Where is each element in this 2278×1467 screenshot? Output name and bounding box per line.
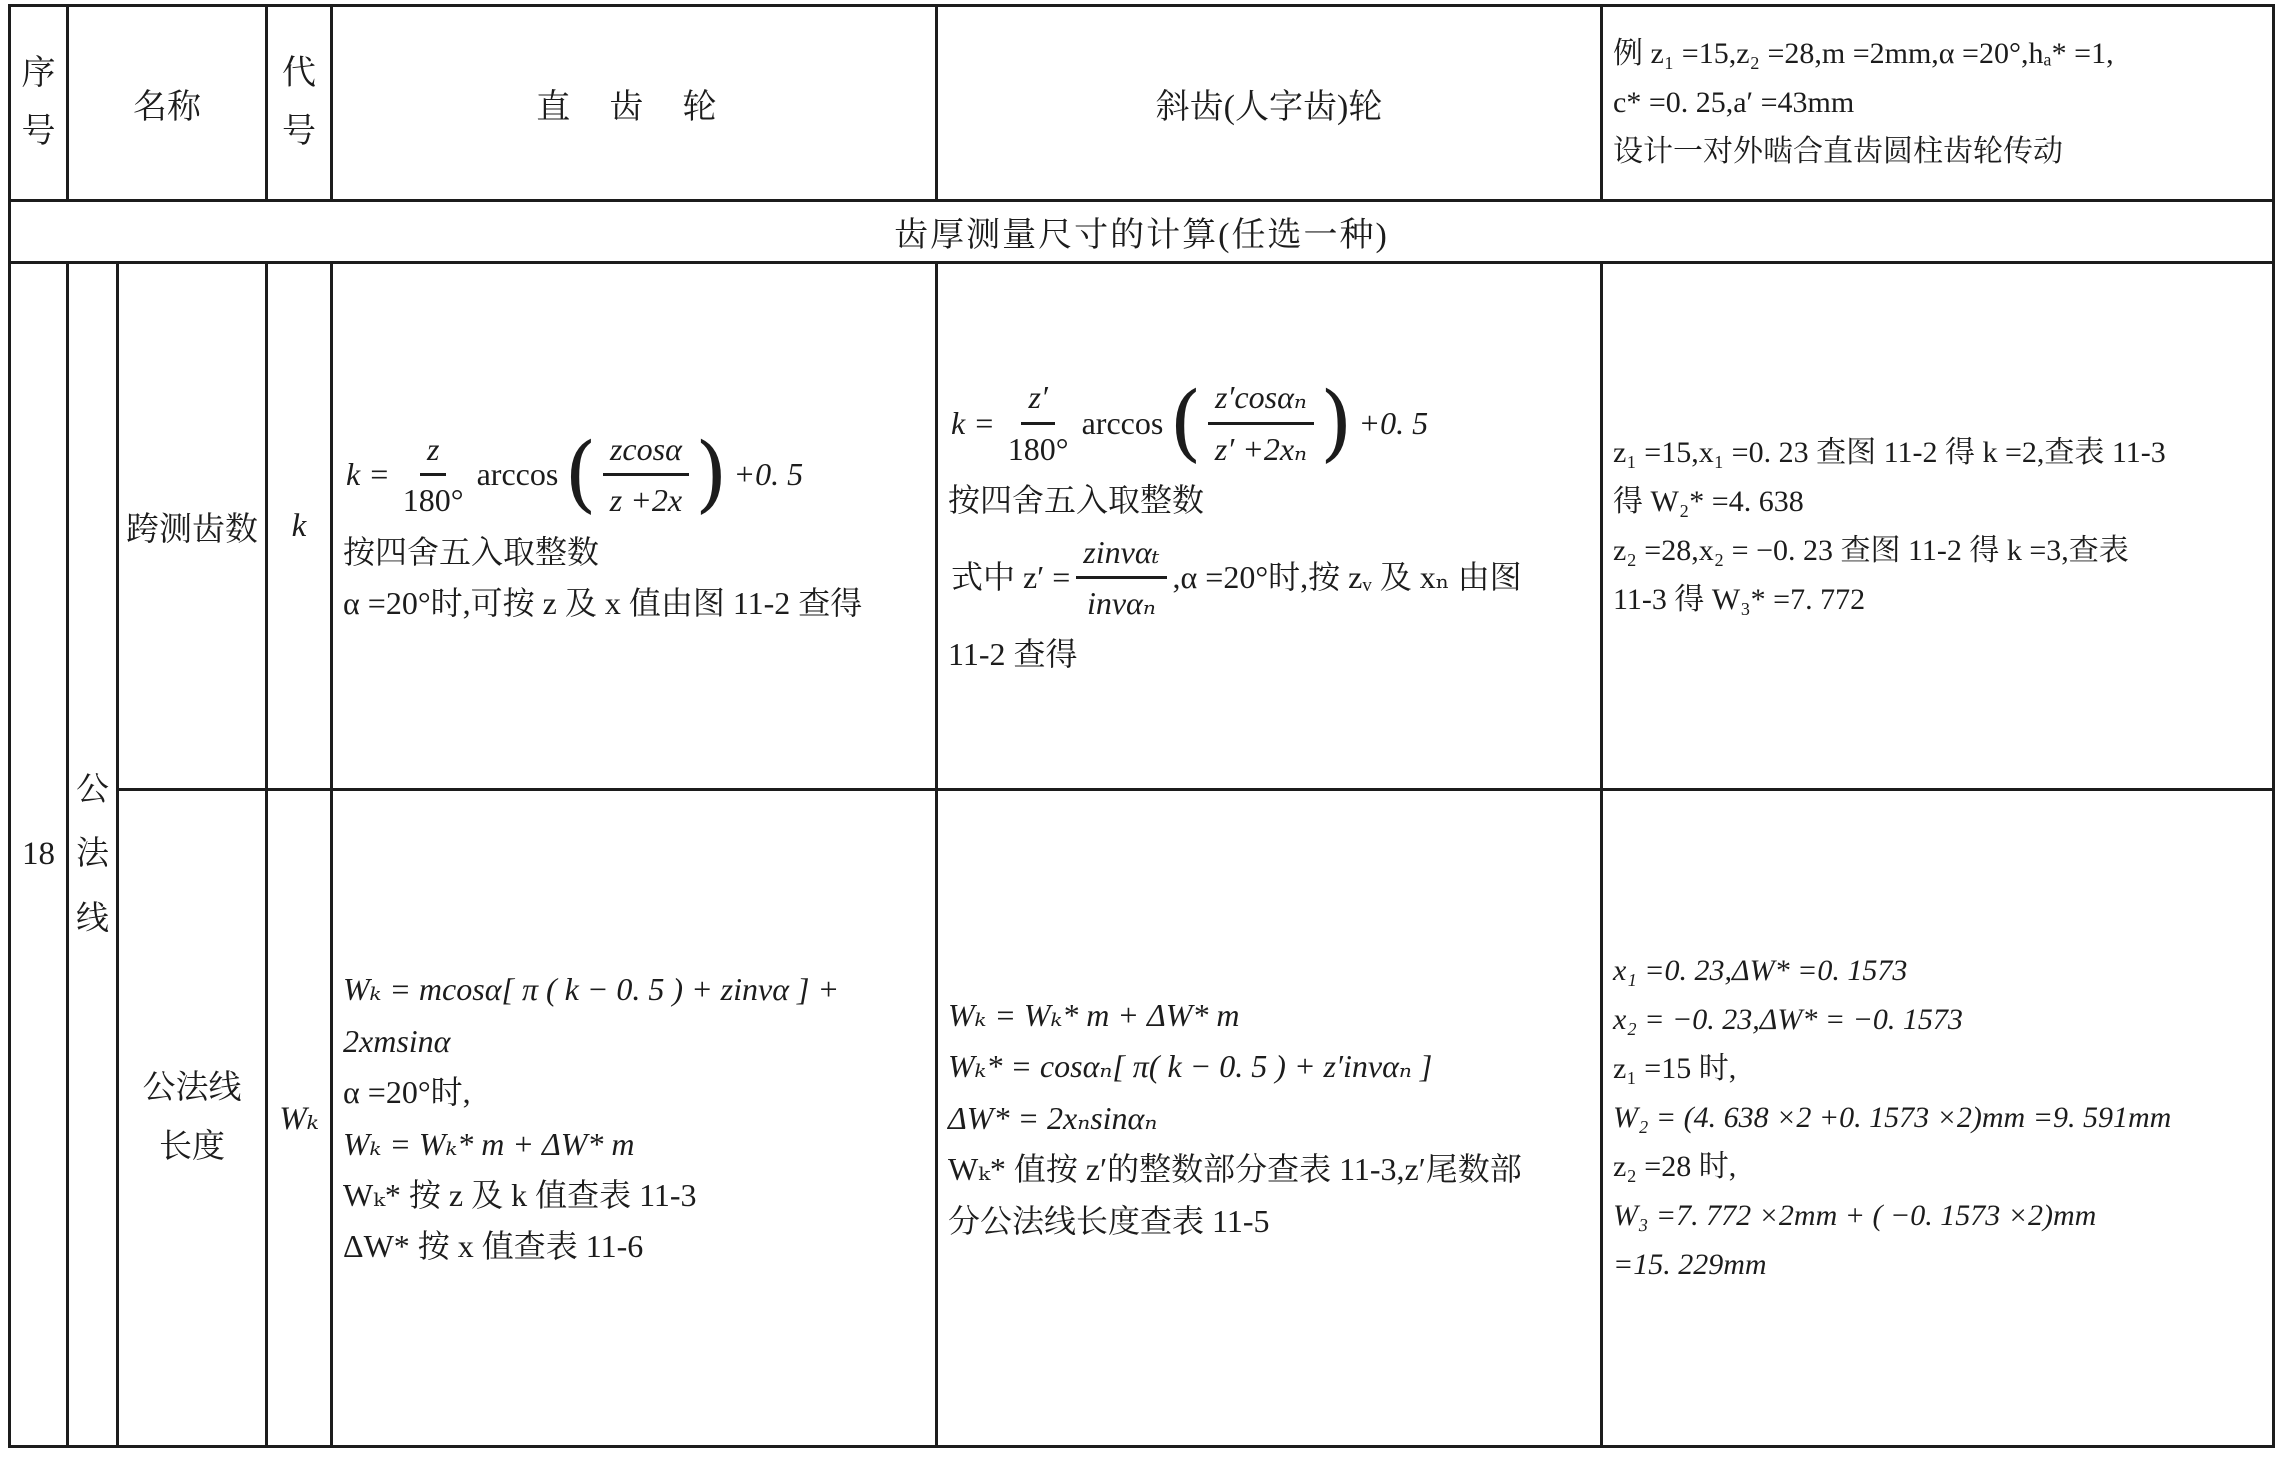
zprime-rhs-note: ,α =20°时,按 zᵥ 及 xₙ 由图 xyxy=(1172,559,1522,596)
example-w-line6: W₃ =7. 772 ×2mm + ( −0. 1573 ×2)mm xyxy=(1613,1199,2097,1232)
fraction-zinv-over-inv: $\frac{\text{zinvαₜ}}{\text{invαₙ}}$ xyxy=(1076,533,1166,623)
header-serial-label: 序号 xyxy=(21,55,56,150)
sub2-name-label: 公法线 长度 xyxy=(142,1069,242,1165)
cell-group-common-normal xyxy=(68,263,118,1447)
cell-sub2-spur xyxy=(332,790,937,1447)
cell-sub2-symbol xyxy=(267,790,332,1447)
formula-lhs: k = xyxy=(346,456,390,493)
spur-wkstar-lookup: Wₖ* 按 z 及 k 值查表 11-3 xyxy=(343,1176,697,1213)
row-18-sub1 xyxy=(10,263,2274,790)
cell-sub1-name xyxy=(118,263,267,790)
example-given-line1: 例 z₁ =15,z₂ =28,m =2mm,α =20°,hₐ* =1, xyxy=(1613,37,2114,70)
spur-wk-formula-part1: Wₖ = mcosα[ π ( k − 0. 5 ) + zinvα ] + xyxy=(343,971,840,1008)
helical-wkstar-formula: Wₖ* = cosαₙ[ π( k − 0. 5 ) + z′invαₙ ] xyxy=(948,1048,1433,1085)
header-example-lines xyxy=(1603,17,2272,189)
helical-lookup-note-part1: Wₖ* 值按 z′的整数部分查表 11-3,z′尾数部 xyxy=(948,1151,1522,1188)
example-w-line1: x₁ =0. 23,ΔW* =0. 1573 xyxy=(1613,954,1908,987)
row-18-sub2 xyxy=(10,790,2274,1447)
example-w-line7: =15. 229mm xyxy=(1613,1248,1767,1281)
sub2-spur-lines xyxy=(333,951,935,1284)
header-name xyxy=(68,6,267,201)
sub2-helical-lines xyxy=(938,977,1600,1259)
sub1-spur-note-chart: α =20°时,可按 z 及 x 值由图 11-2 查得 xyxy=(343,584,863,621)
example-given-line2: c* =0. 25,a′ =43mm xyxy=(1613,86,1855,119)
cell-sub1-example xyxy=(1602,263,2274,790)
header-symbol-label: 代号 xyxy=(282,55,316,150)
sub1-helical-zprime-definition xyxy=(948,533,1592,623)
header-helical-label: 斜齿(人字齿)轮 xyxy=(1155,88,1383,126)
header-serial xyxy=(10,6,68,201)
left-paren: ( xyxy=(564,425,597,523)
sub1-helical-formula xyxy=(948,373,1592,471)
example-k-line4: 11-3 得 W₃* =7. 772 xyxy=(1613,582,1866,616)
cell-sub1-spur xyxy=(332,263,937,790)
right-paren: ) xyxy=(695,425,728,523)
spur-alpha-condition: α =20°时, xyxy=(343,1074,471,1111)
cell-sub1-symbol xyxy=(267,263,332,790)
spur-wk-simplified: Wₖ = Wₖ* m + ΔW* m xyxy=(343,1125,635,1162)
example-k-line3: z₂ =28,x₂ = −0. 23 查图 11-2 得 k =3,查表 xyxy=(1613,533,2129,567)
sub1-symbol-k: k xyxy=(291,507,307,544)
sub1-helical-lines xyxy=(938,359,1600,692)
spur-wk-formula-part2: 2xmsinα xyxy=(343,1022,451,1059)
helical-wk-formula: Wₖ = Wₖ* m + ΔW* m xyxy=(948,997,1240,1034)
header-helical-gear xyxy=(937,6,1602,201)
header-example xyxy=(1602,6,2274,201)
example-w-line3: z₁ =15 时, xyxy=(1613,1052,1737,1085)
fraction-z-over-180: $\frac{z}{180^\circ}$ xyxy=(402,430,464,519)
arccos-function: arccos xyxy=(476,456,559,493)
formula-lhs: k = xyxy=(951,405,995,442)
sub2-symbol-wk: Wₖ xyxy=(279,1101,319,1137)
spur-deltaw-lookup: ΔW* 按 x 值查表 11-6 xyxy=(343,1228,644,1265)
sub1-name-label: 跨测齿数 xyxy=(126,511,258,548)
cell-sub2-helical xyxy=(937,790,1602,1447)
section-title-text: 齿厚测量尺寸的计算(任选一种) xyxy=(894,217,1389,254)
cell-sub2-name xyxy=(118,790,267,1447)
example-k-line1: z₁ =15,x₁ =0. 23 查图 11-2 得 k =2,查表 11-3 xyxy=(1613,435,2166,469)
left-paren: ( xyxy=(1169,373,1202,471)
header-spur-gear xyxy=(332,6,937,201)
cell-sub1-helical xyxy=(937,263,1602,790)
header-row xyxy=(10,6,2274,201)
group-label-vertical: 公法线 xyxy=(76,771,109,937)
header-name-label: 名称 xyxy=(133,88,201,126)
fraction-zpcos-over-zp2xn: $\frac{\text{z′cosαₙ}}{\text{z′ +2xₙ}}$ xyxy=(1208,378,1314,468)
header-symbol xyxy=(267,6,332,201)
sub1-spur-formula xyxy=(343,425,927,523)
section-title-cell xyxy=(10,201,2274,263)
header-spur-label: 直 齿 轮 xyxy=(536,88,732,126)
formula-tail: +0. 5 xyxy=(1358,405,1429,442)
example-k-line2: 得 W₂* =4. 638 xyxy=(1613,484,1804,518)
fraction-zcos-over-z2x: $\frac{zcos\alpha}{z +2x}$ xyxy=(603,430,689,520)
sub1-helical-note-chart: 11-2 查得 xyxy=(948,636,1078,673)
sub1-example-lines xyxy=(1603,416,2272,637)
right-paren: ) xyxy=(1320,373,1353,471)
gear-calculation-table xyxy=(8,4,2275,1448)
fraction-zprime-over-180: $\frac{z'}{180^\circ}$ xyxy=(1007,379,1069,467)
sub1-helical-note-rounding: 按四舍五入取整数 xyxy=(948,482,1205,519)
sub2-example-lines xyxy=(1603,934,2272,1302)
cell-serial-18 xyxy=(10,263,68,1447)
section-title-row xyxy=(10,201,2274,263)
example-w-line2: x₂ = −0. 23,ΔW* = −0. 1573 xyxy=(1613,1003,1963,1036)
helical-deltaw-formula: ΔW* = 2xₙsinαₙ xyxy=(948,1099,1158,1136)
helical-lookup-note-part2: 分公法线长度查表 11-5 xyxy=(948,1202,1270,1239)
cell-sub2-example xyxy=(1602,790,2274,1447)
serial-number: 18 xyxy=(22,836,55,872)
zprime-lhs: 式中 z′ = xyxy=(951,559,1071,596)
example-w-line5: z₂ =28 时, xyxy=(1613,1150,1737,1183)
example-given-line3: 设计一对外啮合直齿圆柱齿轮传动 xyxy=(1613,135,2063,168)
formula-tail: +0. 5 xyxy=(733,456,804,493)
sub1-spur-note-rounding: 按四舍五入取整数 xyxy=(343,533,600,570)
sub1-spur-lines xyxy=(333,411,935,642)
example-w-line4: W₂ = (4. 638 ×2 +0. 1573 ×2)mm =9. 591mm xyxy=(1613,1101,2172,1134)
arccos-function: arccos xyxy=(1081,405,1164,442)
